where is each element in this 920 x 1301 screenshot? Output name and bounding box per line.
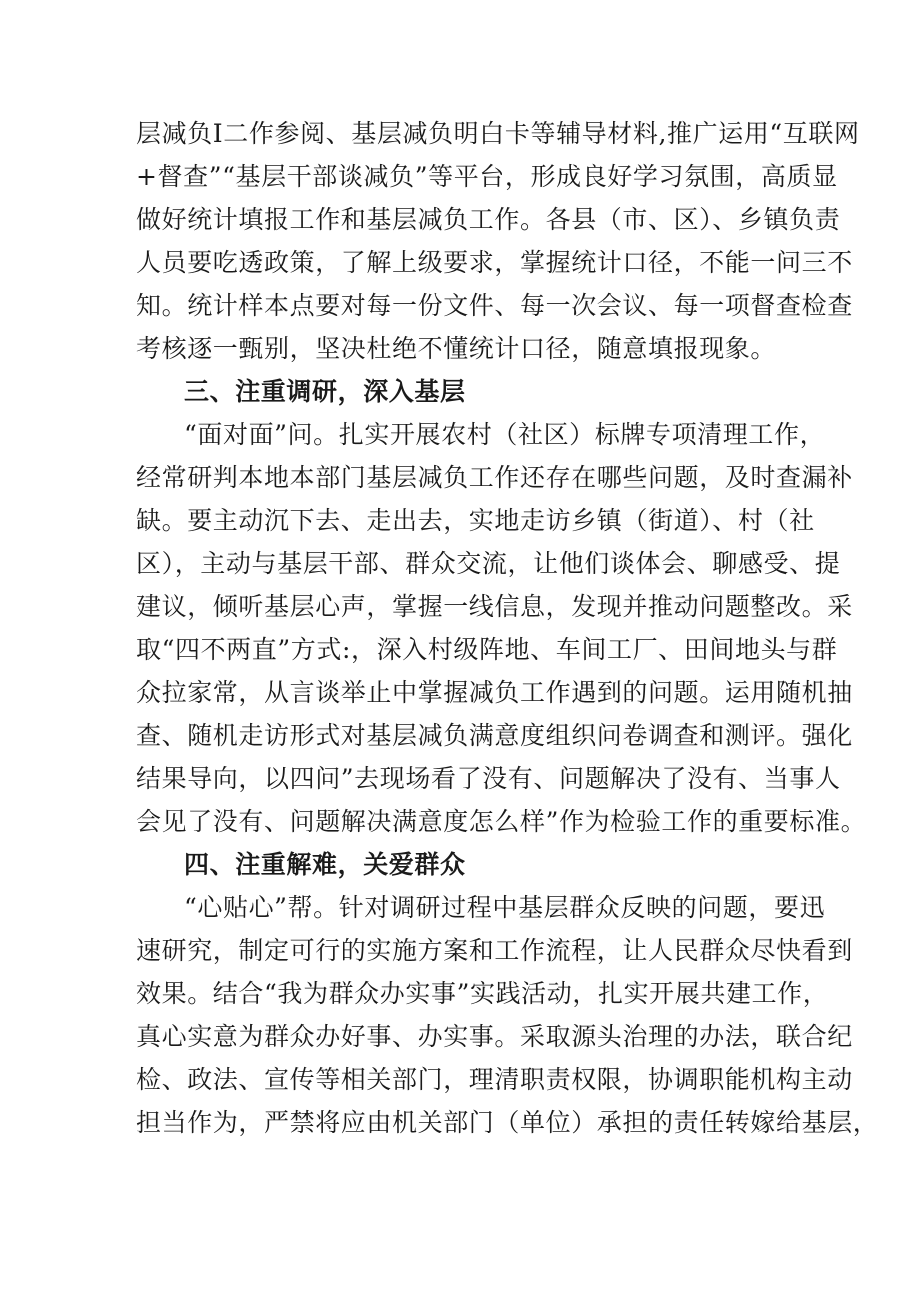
paragraph-line: 真心实意为群众办好事、办实事。采取源头治理的办法，联合纪: [136, 1022, 853, 1051]
paragraph-line: “面对面”问。扎实开展农村（社区）标牌专项清理工作，: [184, 420, 826, 449]
paragraph-line: 缺。要主动沉下去、走出去，实地走访乡镇（街道）、村（社: [136, 506, 815, 535]
paragraph-line: 知。统计样本点要对每一份文件、每一次会议、每一项督查检查: [136, 291, 853, 320]
paragraph-line: 建议，倾听基层心声，掌握一线信息，发现并推动问题整改。采: [136, 592, 853, 621]
paragraph-line: 人员要吃透政策，了解上级要求，掌握统计口径，不能一问三不: [136, 248, 853, 277]
paragraph-line: 区），主动与基层干部、群众交流，让他们谈体会、聊感受、提: [136, 549, 841, 578]
paragraph-line: 经常研判本地本部门基层减负工作还存在哪些问题，及时查漏补: [136, 463, 853, 492]
paragraph-line: 做好统计填报工作和基层减负工作。各县（市、区）、乡镇负责: [136, 205, 841, 234]
paragraph-line: 会见了没有、问题解决满意度怎么样”作为检验工作的重要标准。: [136, 807, 867, 836]
paragraph-line: 取“四不两直”方式:，深入村级阵地、车间工厂、田间地头与群: [136, 635, 838, 664]
paragraph-line: 速研究，制定可行的实施方案和工作流程，让人民群众尽快看到: [136, 936, 853, 965]
section-heading-3: 三、注重调研，深入基层: [184, 377, 466, 406]
paragraph-line: 考核逐一甄别，坚决杜绝不懂统计口径，随意填报现象。: [136, 334, 777, 363]
paragraph-line: 效果。结合“我为群众办实事”实践活动，扎实开展共建工作，: [136, 979, 829, 1008]
paragraph-line: 众拉家常，从言谈举止中掌握减负工作遇到的问题。运用随机抽: [136, 678, 853, 707]
paragraph-line: 结果导向，以四问”去现场看了没有、问题解决了没有、当事人: [136, 764, 841, 793]
paragraph-line: “心贴心”帮。针对调研过程中基层群众反映的问题，要迅: [184, 893, 826, 922]
paragraph-line: +督查”“基层干部谈减负”等平台，形成良好学习氛围，高质显: [136, 162, 838, 191]
section-heading-4: 四、注重解难，关爱群众: [184, 850, 466, 879]
paragraph-line: 层减负Ⅰ二作参阅、基层减负明白卡等辅导材料,推广运用“互联网: [136, 119, 860, 148]
paragraph-line: 查、随机走访形式对基层减负满意度组织问卷调查和测评。强化: [136, 721, 853, 750]
paragraph-line: 检、政法、宣传等相关部门，理清职责权限，协调职能机构主动: [136, 1065, 853, 1094]
paragraph-line: 担当作为，严禁将应由机关部门（单位）承担的责任转嫁给基层，: [136, 1108, 879, 1137]
